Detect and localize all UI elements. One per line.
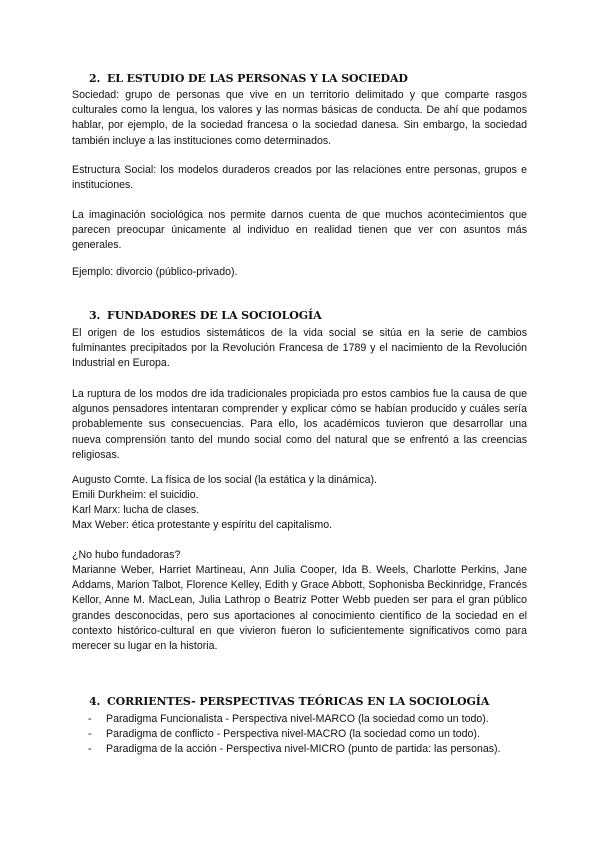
list-item-text: Paradigma de la acción - Perspectiva nivel-MICRO (punto de partida: las personas).: [106, 743, 501, 756]
section-heading-fundadores: [89, 309, 322, 322]
paragraph-origen: El origen de los estudios sistemáticos de la vida social se sitúa en la serie de cambios fulminantes precipitados por la Revolución Francesa de 1789 y el nacimiento de la Revolución Industrial en Europa.: [72, 327, 527, 370]
bullet-dash: -: [88, 713, 92, 725]
section-title: CORRIENTES- PERSPECTIVAS TEÓRICAS EN LA SOCIOLOGÍA: [107, 695, 490, 708]
paragraph-fundadoras: Marianne Weber, Harriet Martineau, Ann Julia Cooper, Ida B. Weels, Charlotte Perkins, Jane Addams, Marion Talbot, Florence Kelley, Edith y Grace Abbott, Sophonisba Beckinridge, Francés Kellor, Anne M. MacLean, Julia Lathrop o Beatriz Potter Webb pueden ser para el gran público grandes desconocidas, pero sus aportaciones al conocimiento científico de la sociedad en el contexto histórico-cultural en que vivieron fueron lo suficientemente significativos como para merecer su lugar en la historia.: [72, 564, 527, 653]
list-item-conflicto: [88, 727, 501, 742]
section-number: 4.: [89, 695, 101, 708]
section-number: 3.: [89, 309, 101, 322]
section-heading-estudio: [89, 72, 408, 85]
paragraph-estructura-social: Estructura Social: los modelos duraderos creados por las relaciones entre personas, grupos e instituciones.: [72, 164, 527, 192]
section-title: FUNDADORES DE LA SOCIOLOGÍA: [107, 309, 322, 322]
founder-weber: Max Weber: ética protestante y espíritu del capitalismo.: [72, 519, 333, 531]
section-number: 2.: [89, 72, 101, 85]
bullet-dash: -: [88, 743, 92, 756]
section-heading-corrientes: [89, 695, 489, 708]
list-item-text: Paradigma Funcionalista - Perspectiva nivel-MARCO (la sociedad como un todo).: [106, 713, 489, 725]
founder-durkheim: Emili Durkheim: el suicidio.: [72, 489, 199, 501]
paragraph-imaginacion-sociologica: La imaginación sociológica nos permite darnos cuenta de que muchos acontecimientos que parecen preocupar únicamente al individuo en realidad tienen que ver con asuntos más generales.: [72, 209, 527, 252]
paragraph-ejemplo: Ejemplo: divorcio (público-privado).: [72, 266, 238, 278]
list-item-text: Paradigma de conflicto - Perspectiva nivel-MACRO (la sociedad como un todo).: [106, 728, 480, 741]
list-item-accion: [88, 742, 501, 757]
section-title: EL ESTUDIO DE LAS PERSONAS Y LA SOCIEDAD: [107, 72, 408, 85]
paradigms-list: [88, 712, 501, 758]
founder-marx: Karl Marx: lucha de clases.: [72, 504, 200, 516]
list-item-funcionalista: [88, 712, 501, 727]
question-fundadoras: ¿No hubo fundadoras?: [72, 549, 181, 561]
founder-comte: Augusto Comte. La física de los social (la estática y la dinámica).: [72, 474, 378, 486]
paragraph-ruptura: La ruptura de los modos dre ida tradicionales propiciada pro estos cambios fue la causa de que algunos pensadores intentaran comprender y explicar cómo se habían producido y cuáles sería probablemente sus consecuencias. Para ello, los académicos tuvieron que desarrollar una nueva comprensión tanto del mundo social como del natural que se enfrentó a las creencias religiosas.: [72, 388, 527, 461]
bullet-dash: -: [88, 728, 92, 741]
paragraph-sociedad: Sociedad: grupo de personas que vive en un territorio delimitado y que comparte rasgos culturales como la lengua, los valores y las normas básicas de conducta. De ahí que podamos hablar, por ejemplo, de la sociedad francesa o la sociedad danesa. Sin embargo, la sociedad también incluye a las instituciones como determinados.: [72, 89, 527, 147]
